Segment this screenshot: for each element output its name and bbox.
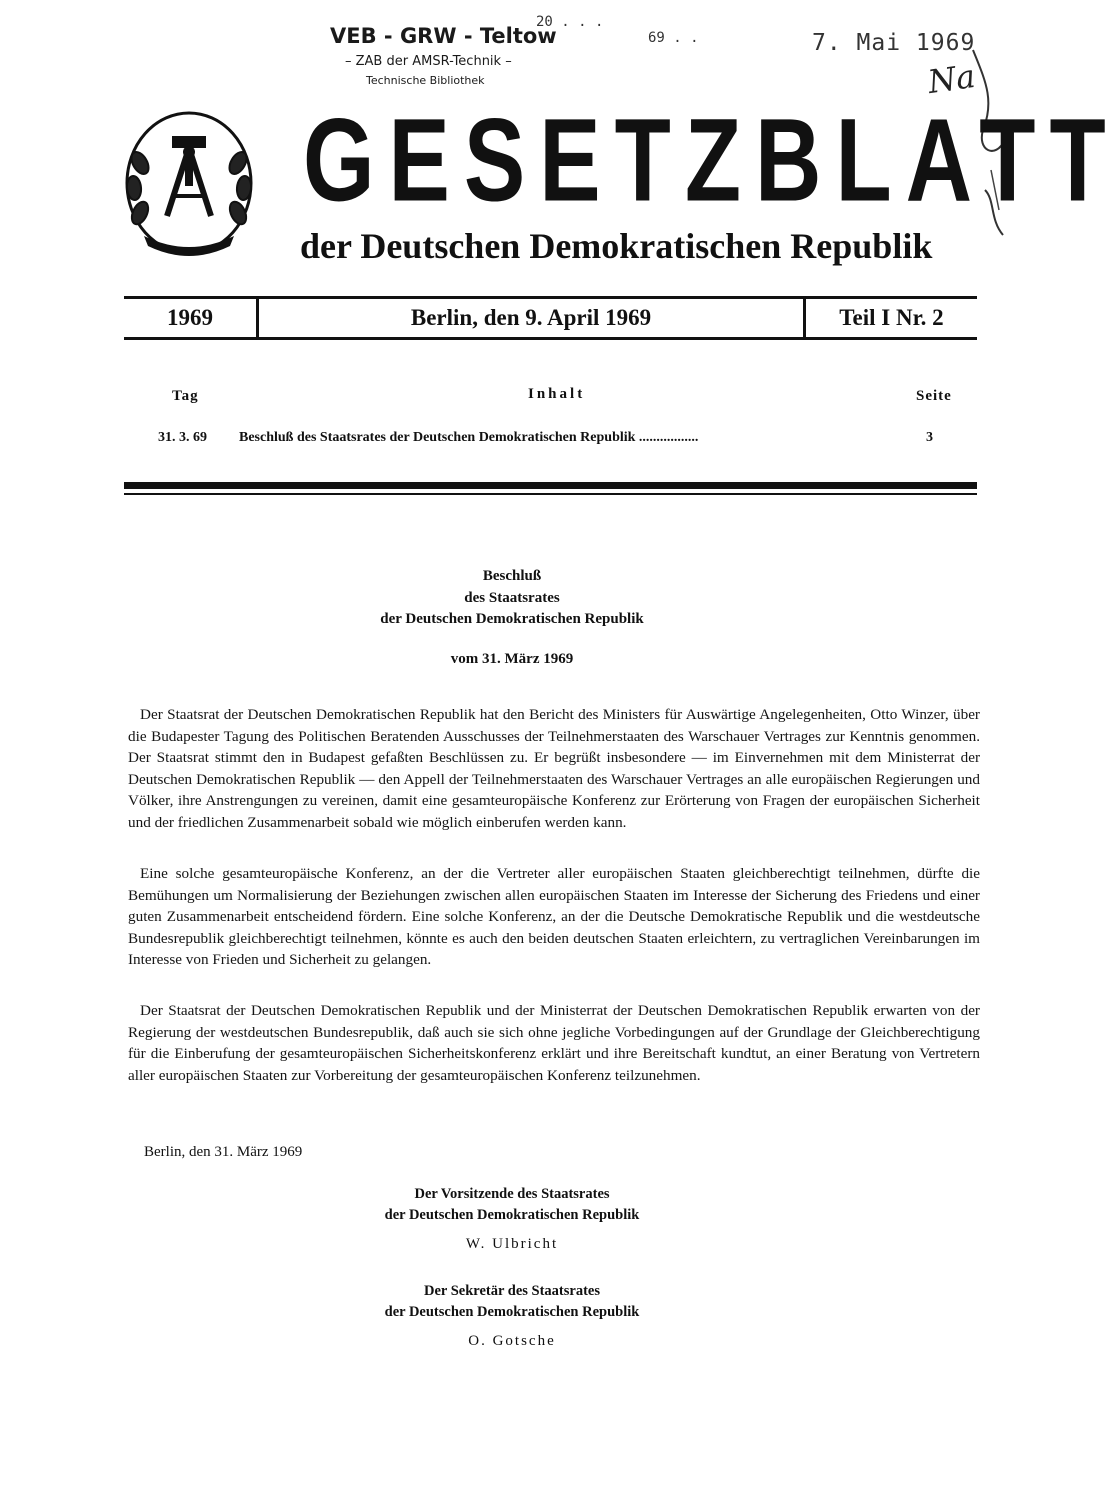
decree-date: vom 31. März 1969 — [450, 651, 574, 667]
library-stamp-sub2: Technische Bibliothek — [366, 74, 485, 87]
toc-header-page: Seite — [916, 388, 952, 404]
issue-part-number: Teil I Nr. 2 — [839, 305, 944, 330]
toc-header-day: Tag — [172, 388, 199, 404]
signature-role-2b: der Deutschen Demokratischen Republik — [384, 1304, 640, 1320]
toc-entry-day: 31. 3. 69 — [158, 430, 207, 445]
signature-role-1a: Der Vorsitzende des Staatsrates — [414, 1186, 610, 1202]
decree-place-date: Berlin, den 31. März 1969 — [144, 1144, 303, 1160]
masthead-title: GESETZBLATT — [303, 95, 1120, 227]
masthead-subtitle: der Deutschen Demokratischen Republik — [300, 226, 933, 266]
toc-entry-page: 3 — [926, 430, 933, 445]
toc-entry-title: Beschluß des Staatsrates der Deutschen Demokratischen Republik ................. — [239, 430, 699, 445]
decree-heading-3: der Deutschen Demokratischen Republik — [380, 611, 644, 627]
library-stamp-sub: – ZAB der AMSR-Technik – — [345, 54, 512, 69]
signature-name-2: O. Gotsche — [468, 1333, 556, 1349]
issue-bar — [124, 296, 977, 340]
section-rule — [124, 482, 977, 489]
receipt-marks: 20 . . . — [536, 14, 604, 30]
issue-year: 1969 — [167, 305, 213, 330]
decree-paragraph-3: Der Staatsrat der Deutschen Demokratischen Republik und der Ministerrat der Deutschen Demokratischen Republik erwarten von der Regierung der westdeutschen Bundesrepublik, daß auch sie sich ohne jegliche Vorbedingungen auf der Grundlage der Gleichberechtigung für die Einberufung der gesamteuropäischen Sicherheitskonferenz erklärt und ihre Bereitschaft kundtut, an einer Beratung von Vertretern aller europäischen Staaten zur Vorbereitung der gesamteuropäischen Konferenz teilzunehmen. — [128, 1002, 980, 1084]
toc-header-content: Inhalt — [528, 386, 586, 402]
section-rule-thin — [124, 493, 977, 495]
handwritten-initials: Na — [925, 56, 978, 102]
gdr-coat-of-arms-icon — [122, 108, 256, 258]
decree-heading-1: Beschluß — [482, 568, 542, 584]
receipt-marks-2: 69 . . — [648, 30, 699, 46]
decree-paragraph-2: Eine solche gesamteuropäische Konferenz, an der die Vertreter aller europäischen Staaten gleichberechtigt teilnehmen, dürfte die Bemühungen um Normalisierung der Beziehungen zwischen allen europäischen Staaten im Interesse der Sicherung des Friedens und einer guten Zusammenarbeit entscheidend fördern. Eine solche Konferenz, an der die Deutsche Demokratische Republik und die westdeutsche Bundesrepublik gleichberechtigt teilnehmen, könnte es auch den beiden deutschen Staaten erleichtern, zu vertraglichen Vereinbarungen im Interesse von Frieden und Sicherheit zu gelangen. — [128, 865, 980, 968]
date-received-stamp: 7. Mai 1969 — [812, 30, 976, 56]
signature-role-2a: Der Sekretär des Staatsrates — [424, 1283, 600, 1299]
signature-name-1: W. Ulbricht — [465, 1236, 559, 1252]
library-stamp-main: VEB - GRW - Teltow — [330, 24, 557, 48]
issue-place-date: Berlin, den 9. April 1969 — [410, 305, 652, 330]
decree-heading-2: des Staatsrates — [464, 590, 560, 606]
signature-role-1b: der Deutschen Demokratischen Republik — [384, 1207, 640, 1223]
decree-paragraph-1: Der Staatsrat der Deutschen Demokratischen Republik hat den Bericht des Ministers für Auswärtige Angelegenheiten, Otto Winzer, über die Budapester Tagung des Politischen Beratenden Ausschusses der Teilnehmerstaaten des Warschauer Vertrages zur Kenntnis genommen. Der Staatsrat stimmt den in Budapest gefaßten Beschlüssen zu. Er begrüßt insbesondere — im Einvernehmen mit dem Ministerrat der Deutschen Demokratischen Republik — den Appell der Teilnehmerstaaten des Warschauer Vertrages an alle europäischen Regierungen und Völker, ihre Anstrengungen zu vereinen, damit eine gesamteuropäische Konferenz zur Erörterung von Fragen der europäischen Sicherheit und der friedlichen Zusammenarbeit sobald wie möglich einberufen werden kann. — [128, 706, 980, 831]
